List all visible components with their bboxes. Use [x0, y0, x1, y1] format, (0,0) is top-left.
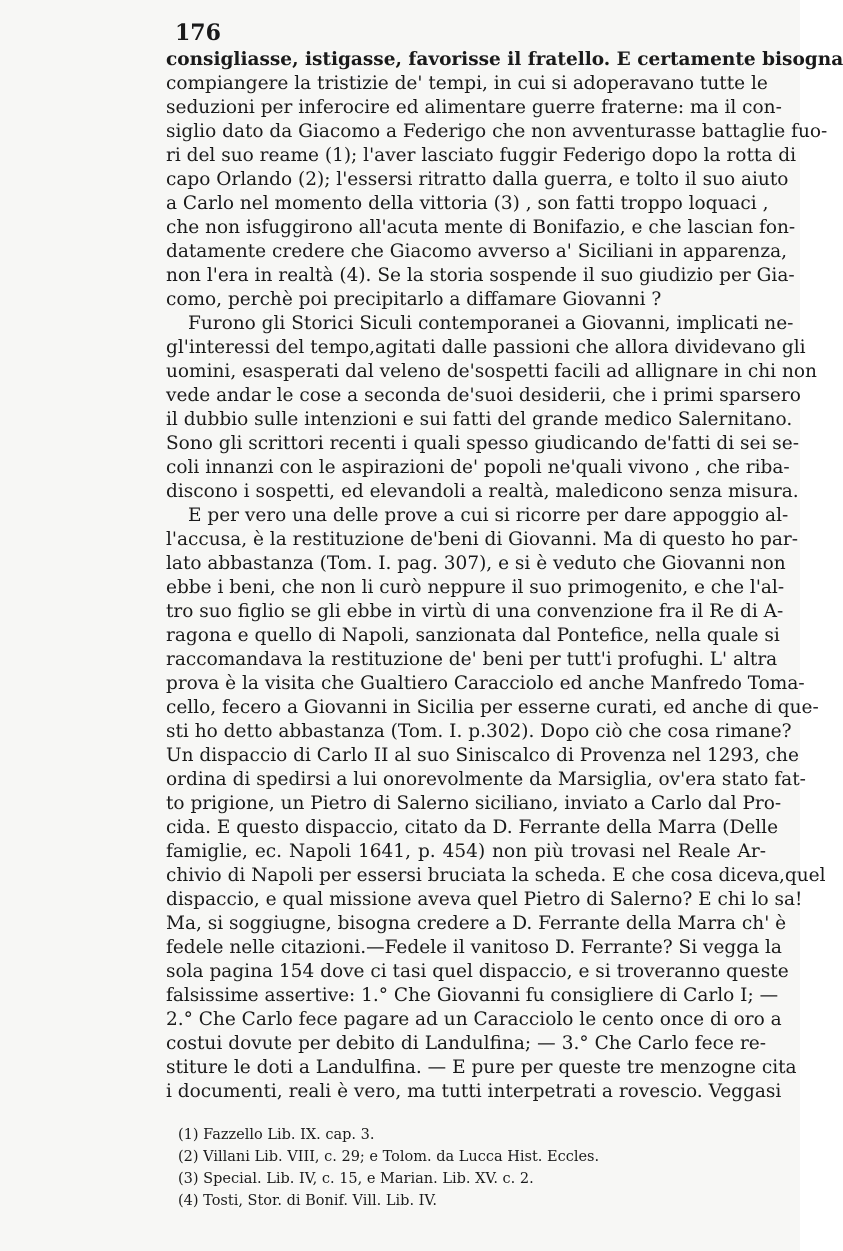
text-line: stiture le doti a Landulfina. — E pure per queste tre menzogne cita	[166, 1057, 797, 1078]
text-line: i documenti, reali è vero, ma tutti interpetrati a rovescio. Veggasi	[166, 1081, 782, 1102]
text-line: E per vero una delle prove a cui si ricorre per dare appoggio al-	[188, 505, 789, 526]
footnote: (2) Villani Lib. VIII, c. 29; e Tolom. da Lucca Hist. Eccles.	[178, 1149, 600, 1165]
text-line: to prigione, un Pietro di Salerno siciliano, inviato a Carlo dal Pro-	[166, 793, 782, 814]
text-line: prova è la visita che Gualtiero Caracciolo ed anche Manfredo Toma-	[166, 673, 805, 694]
footnote: (3) Special. Lib. IV, c. 15, e Marian. Lib. XV. c. 2.	[178, 1171, 534, 1187]
text-line: il dubbio sulle intenzioni e sui fatti del grande medico Salernitano.	[166, 409, 793, 430]
text-line: ebbe i beni, che non li curò neppure il suo primogenito, e che l'al-	[166, 577, 785, 598]
footnote: (4) Tosti, Stor. di Bonif. Vill. Lib. IV.	[178, 1193, 437, 1209]
text-line: a Carlo nel momento della vittoria (3) , son fatti troppo loquaci ,	[166, 193, 769, 214]
text-line: non l'era in realtà (4). Se la storia sospende il suo giudizio per Gia-	[166, 265, 795, 286]
text-line: capo Orlando (2); l'essersi ritratto dalla guerra, e tolto il suo aiuto	[166, 169, 789, 190]
text-line: Furono gli Storici Siculi contemporanei a Giovanni, implicati ne-	[188, 313, 794, 334]
text-line: coli innanzi con le aspirazioni de' popoli ne'quali vivono , che riba-	[166, 457, 790, 478]
text-line: cello, fecero a Giovanni in Sicilia per esserne curati, ed anche di que-	[166, 697, 819, 718]
text-line: discono i sospetti, ed elevandoli a realtà, maledicono senza misura.	[166, 481, 799, 502]
text-line: gl'interessi del tempo,agitati dalle passioni che allora dividevano gli	[166, 337, 806, 358]
text-line: Ma, si soggiugne, bisogna credere a D. Ferrante della Marra ch' è	[166, 913, 787, 934]
text-line: lato abbastanza (Tom. I. pag. 307), e si è veduto che Giovanni non	[166, 553, 786, 574]
text-line: costui dovute per debito di Landulfina; — 3.° Che Carlo fece re-	[166, 1033, 766, 1054]
text-line: sti ho detto abbastanza (Tom. I. p.302). Dopo ciò che cosa rimane?	[166, 721, 792, 742]
text-line: como, perchè poi precipitarlo a diffamare Giovanni ?	[166, 289, 662, 310]
text-line: datamente credere che Giacomo avverso a' Siciliani in apparenza,	[166, 241, 788, 262]
footnote: (1) Fazzello Lib. IX. cap. 3.	[178, 1127, 375, 1143]
text-line: Sono gli scrittori recenti i quali spesso giudicando de'fatti di sei se-	[166, 433, 799, 454]
page-number: 176	[175, 20, 221, 46]
text-line: l'accusa, è la restituzione de'beni di Giovanni. Ma di questo ho par-	[166, 529, 799, 550]
text-line: ordina di spedirsi a lui onorevolmente da Marsiglia, ov'era stato fat-	[166, 769, 806, 790]
text-line: Un dispaccio di Carlo II al suo Siniscalco di Provenza nel 1293, che	[166, 745, 799, 766]
text-line: raccomandava la restituzione de' beni per tutt'i profughi. L' altra	[166, 649, 778, 670]
text-line: compiangere la tristizie de' tempi, in cui si adoperavano tutte le	[166, 73, 768, 94]
text-line: uomini, esasperati dal veleno de'sospetti facili ad allignare in chi non	[166, 361, 817, 382]
text-line: falsissime assertive: 1.° Che Giovanni fu consigliere di Carlo I; —	[166, 985, 779, 1006]
text-line: fedele nelle citazioni.—Fedele il vanitoso D. Ferrante? Si vegga la	[166, 937, 782, 958]
text-line: famiglie, ec. Napoli 1641, p. 454) non più trovasi nel Reale Ar-	[166, 841, 766, 862]
text-line: consigliasse, istigasse, favorisse il fratello. E certamente bisogna	[166, 49, 843, 70]
footnotes	[178, 1124, 738, 1212]
text-line: cida. E questo dispaccio, citato da D. Ferrante della Marra (Delle	[166, 817, 779, 838]
body-text	[166, 48, 843, 1104]
text-line: sola pagina 154 dove ci tasi quel dispaccio, e si troveranno queste	[166, 961, 789, 982]
text-line: che non isfuggirono all'acuta mente di Bonifazio, e che lascian fon-	[166, 217, 796, 238]
text-line: ragona e quello di Napoli, sanzionata dal Pontefice, nella quale si	[166, 625, 780, 646]
text-line: dispaccio, e qual missione aveva quel Pietro di Salerno? E chi lo sa!	[166, 889, 803, 910]
text-line: tro suo figlio se gli ebbe in virtù di una convenzione fra il Re di A-	[166, 601, 784, 622]
text-line: chivio di Napoli per essersi bruciata la scheda. E che cosa diceva,quel	[166, 865, 826, 886]
text-line: siglio dato da Giacomo a Federigo che non avventurasse battaglie fuo-	[166, 121, 828, 142]
text-line: seduzioni per inferocire ed alimentare guerre fraterne: ma il con-	[166, 97, 782, 118]
text-line: ri del suo reame (1); l'aver lasciato fuggir Federigo dopo la rotta di	[166, 145, 796, 166]
text-line: 2.° Che Carlo fece pagare ad un Caracciolo le cento once di oro a	[166, 1009, 782, 1030]
text-line: vede andar le cose a seconda de'suoi desiderii, che i primi sparsero	[166, 385, 801, 406]
